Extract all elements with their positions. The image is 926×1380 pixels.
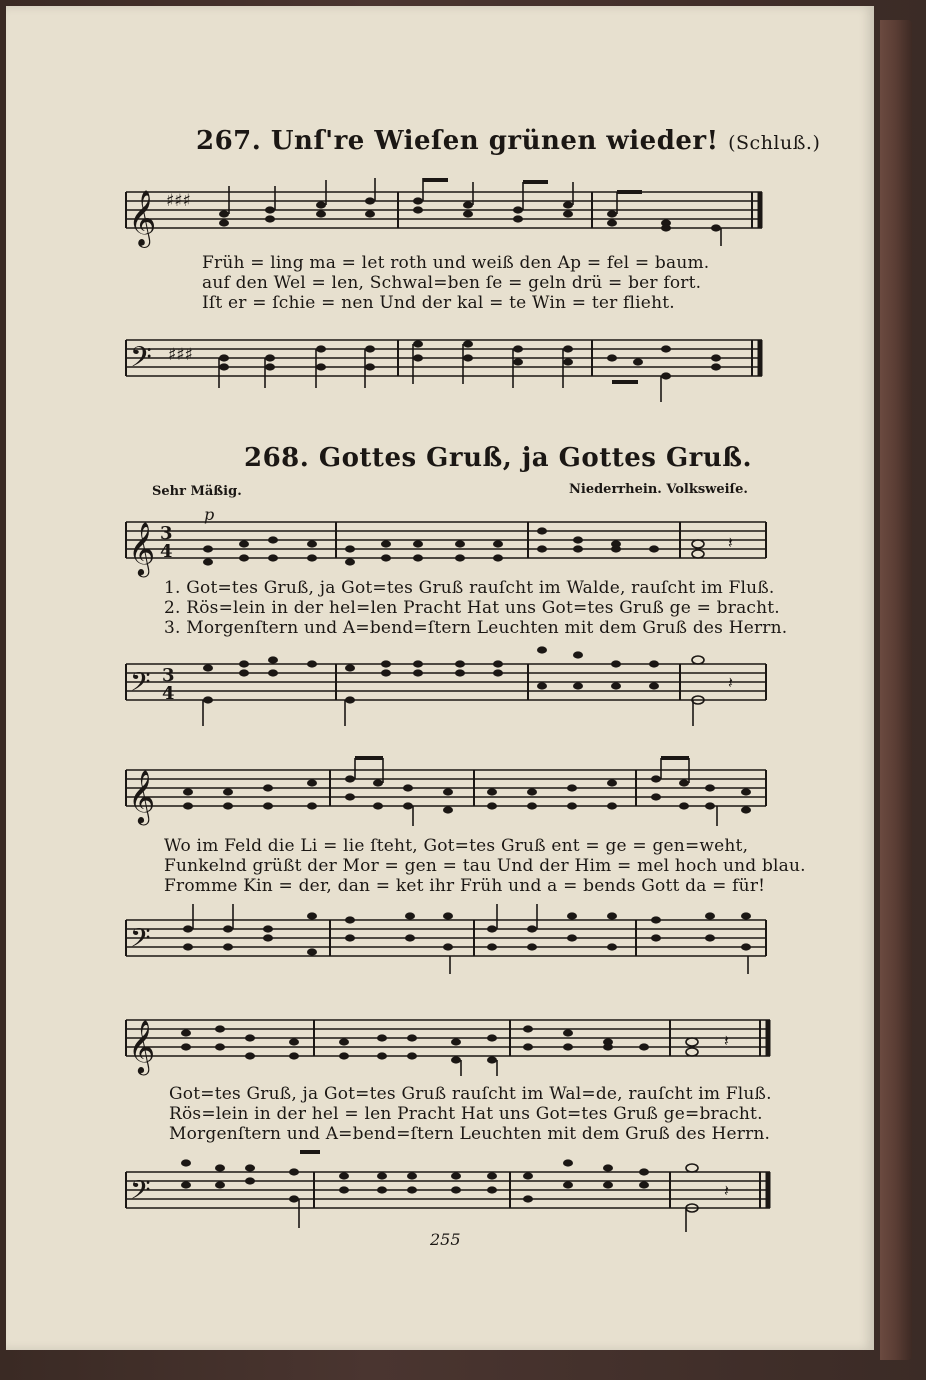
- book-page: [6, 6, 874, 1350]
- hymn-268-verse-line: Rös=lein in der hel = len Pracht Hat uns Got=tes Gruß ge=bracht.: [169, 1104, 763, 1124]
- hymn-268-verse-line: Wo im Feld die Li = lie ſteht, Got=tes Gruß ent = ge = gen=weht,: [164, 836, 749, 856]
- svg-text:𝄞: 𝄞: [128, 1019, 156, 1073]
- svg-text:𝄢: 𝄢: [130, 922, 151, 960]
- svg-text:𝄽: 𝄽: [728, 673, 733, 692]
- hymn-268-lyrics-a: [164, 578, 787, 638]
- svg-text:𝄽: 𝄽: [724, 1031, 729, 1050]
- staff-267-treble: [118, 174, 768, 254]
- staff-268-3-treble: [118, 1004, 778, 1074]
- hymn-268-verse-line: 1. Got=tes Gruß, ja Got=tes Gruß rauſcht im Walde, rauſcht im Fluß.: [164, 578, 775, 598]
- svg-text:4: 4: [162, 683, 175, 704]
- hymn-268-lyrics-c: [169, 1084, 772, 1144]
- hymn-267-subtitle: (Schluß.): [728, 132, 821, 154]
- svg-text:𝄞: 𝄞: [128, 190, 157, 246]
- svg-text:4: 4: [160, 541, 173, 562]
- svg-text:𝄢: 𝄢: [130, 1174, 151, 1212]
- staff-268-3-bass: [118, 1148, 778, 1238]
- staff-268-2-bass: [118, 898, 768, 978]
- svg-text:♯♯♯: ♯♯♯: [168, 345, 193, 365]
- svg-text:𝄢: 𝄢: [130, 341, 152, 381]
- hymn-268-verse-line: 3. Morgenſtern und A=bend=ſtern Leuchten mit dem Gruß des Herrn.: [164, 618, 788, 638]
- staff-268-2-treble: [118, 754, 768, 824]
- svg-text:𝄽: 𝄽: [724, 1181, 729, 1200]
- staff-268-1-bass: [118, 640, 768, 730]
- dynamic-piano: p: [204, 505, 215, 524]
- hymn-268-verse-line: Got=tes Gruß, ja Got=tes Gruß rauſcht im Wal=de, rauſcht im Fluß.: [169, 1084, 772, 1104]
- svg-text:♯♯♯: ♯♯♯: [166, 191, 191, 211]
- staff-267-bass: [118, 316, 768, 396]
- hymn-268-verse-line: 2. Rös=lein in der hel=len Pracht Hat uns Got=tes Gruß ge = bracht.: [164, 598, 780, 618]
- svg-text:3: 3: [162, 665, 175, 686]
- book-cover-edge: [880, 20, 912, 1360]
- hymn-267-lyric-line: Iſt er = ſchie = nen Und der kal = te Win = ter flieht.: [202, 293, 675, 313]
- tempo-marking: Sehr Mäßig.: [152, 484, 242, 499]
- melody-source: Niederrhein. Volksweiſe.: [569, 482, 748, 497]
- svg-text:𝄞: 𝄞: [128, 521, 156, 575]
- svg-text:3: 3: [160, 523, 173, 544]
- hymn-268-verse-line: Fromme Kin = der, dan = ket ihr Früh und a = bends Gott da = für!: [164, 876, 766, 896]
- hymn-268-verse-line: Funkelnd grüßt der Mor = gen = tau Und der Him = mel hoch und blau.: [164, 856, 806, 876]
- hymn-267-lyrics: [202, 253, 709, 313]
- page-number: 255: [430, 1230, 461, 1249]
- hymn-267-lyric-line: Früh = ling ma = let roth und weiß den Ap = fel = baum.: [202, 253, 710, 273]
- hymn-268-verse-line: Morgenſtern und A=bend=ſtern Leuchten mit dem Gruß des Herrn.: [169, 1124, 771, 1144]
- svg-text:𝄽: 𝄽: [728, 533, 733, 552]
- hymn-267-title-text: 267. Unſ're Wieſen grünen wieder!: [196, 126, 719, 156]
- staff-268-1-treble: [118, 506, 768, 576]
- hymn-267-title: [196, 126, 820, 156]
- svg-text:𝄢: 𝄢: [130, 666, 151, 704]
- hymn-268-lyrics-b: [164, 836, 806, 896]
- hymn-268-title: 268. Gottes Gruß, ja Gottes Gruß.: [244, 443, 753, 473]
- svg-text:𝄞: 𝄞: [128, 769, 156, 823]
- hymn-267-lyric-line: auf den Wel = len, Schwal=ben ſe = geln drü = ber fort.: [202, 273, 702, 293]
